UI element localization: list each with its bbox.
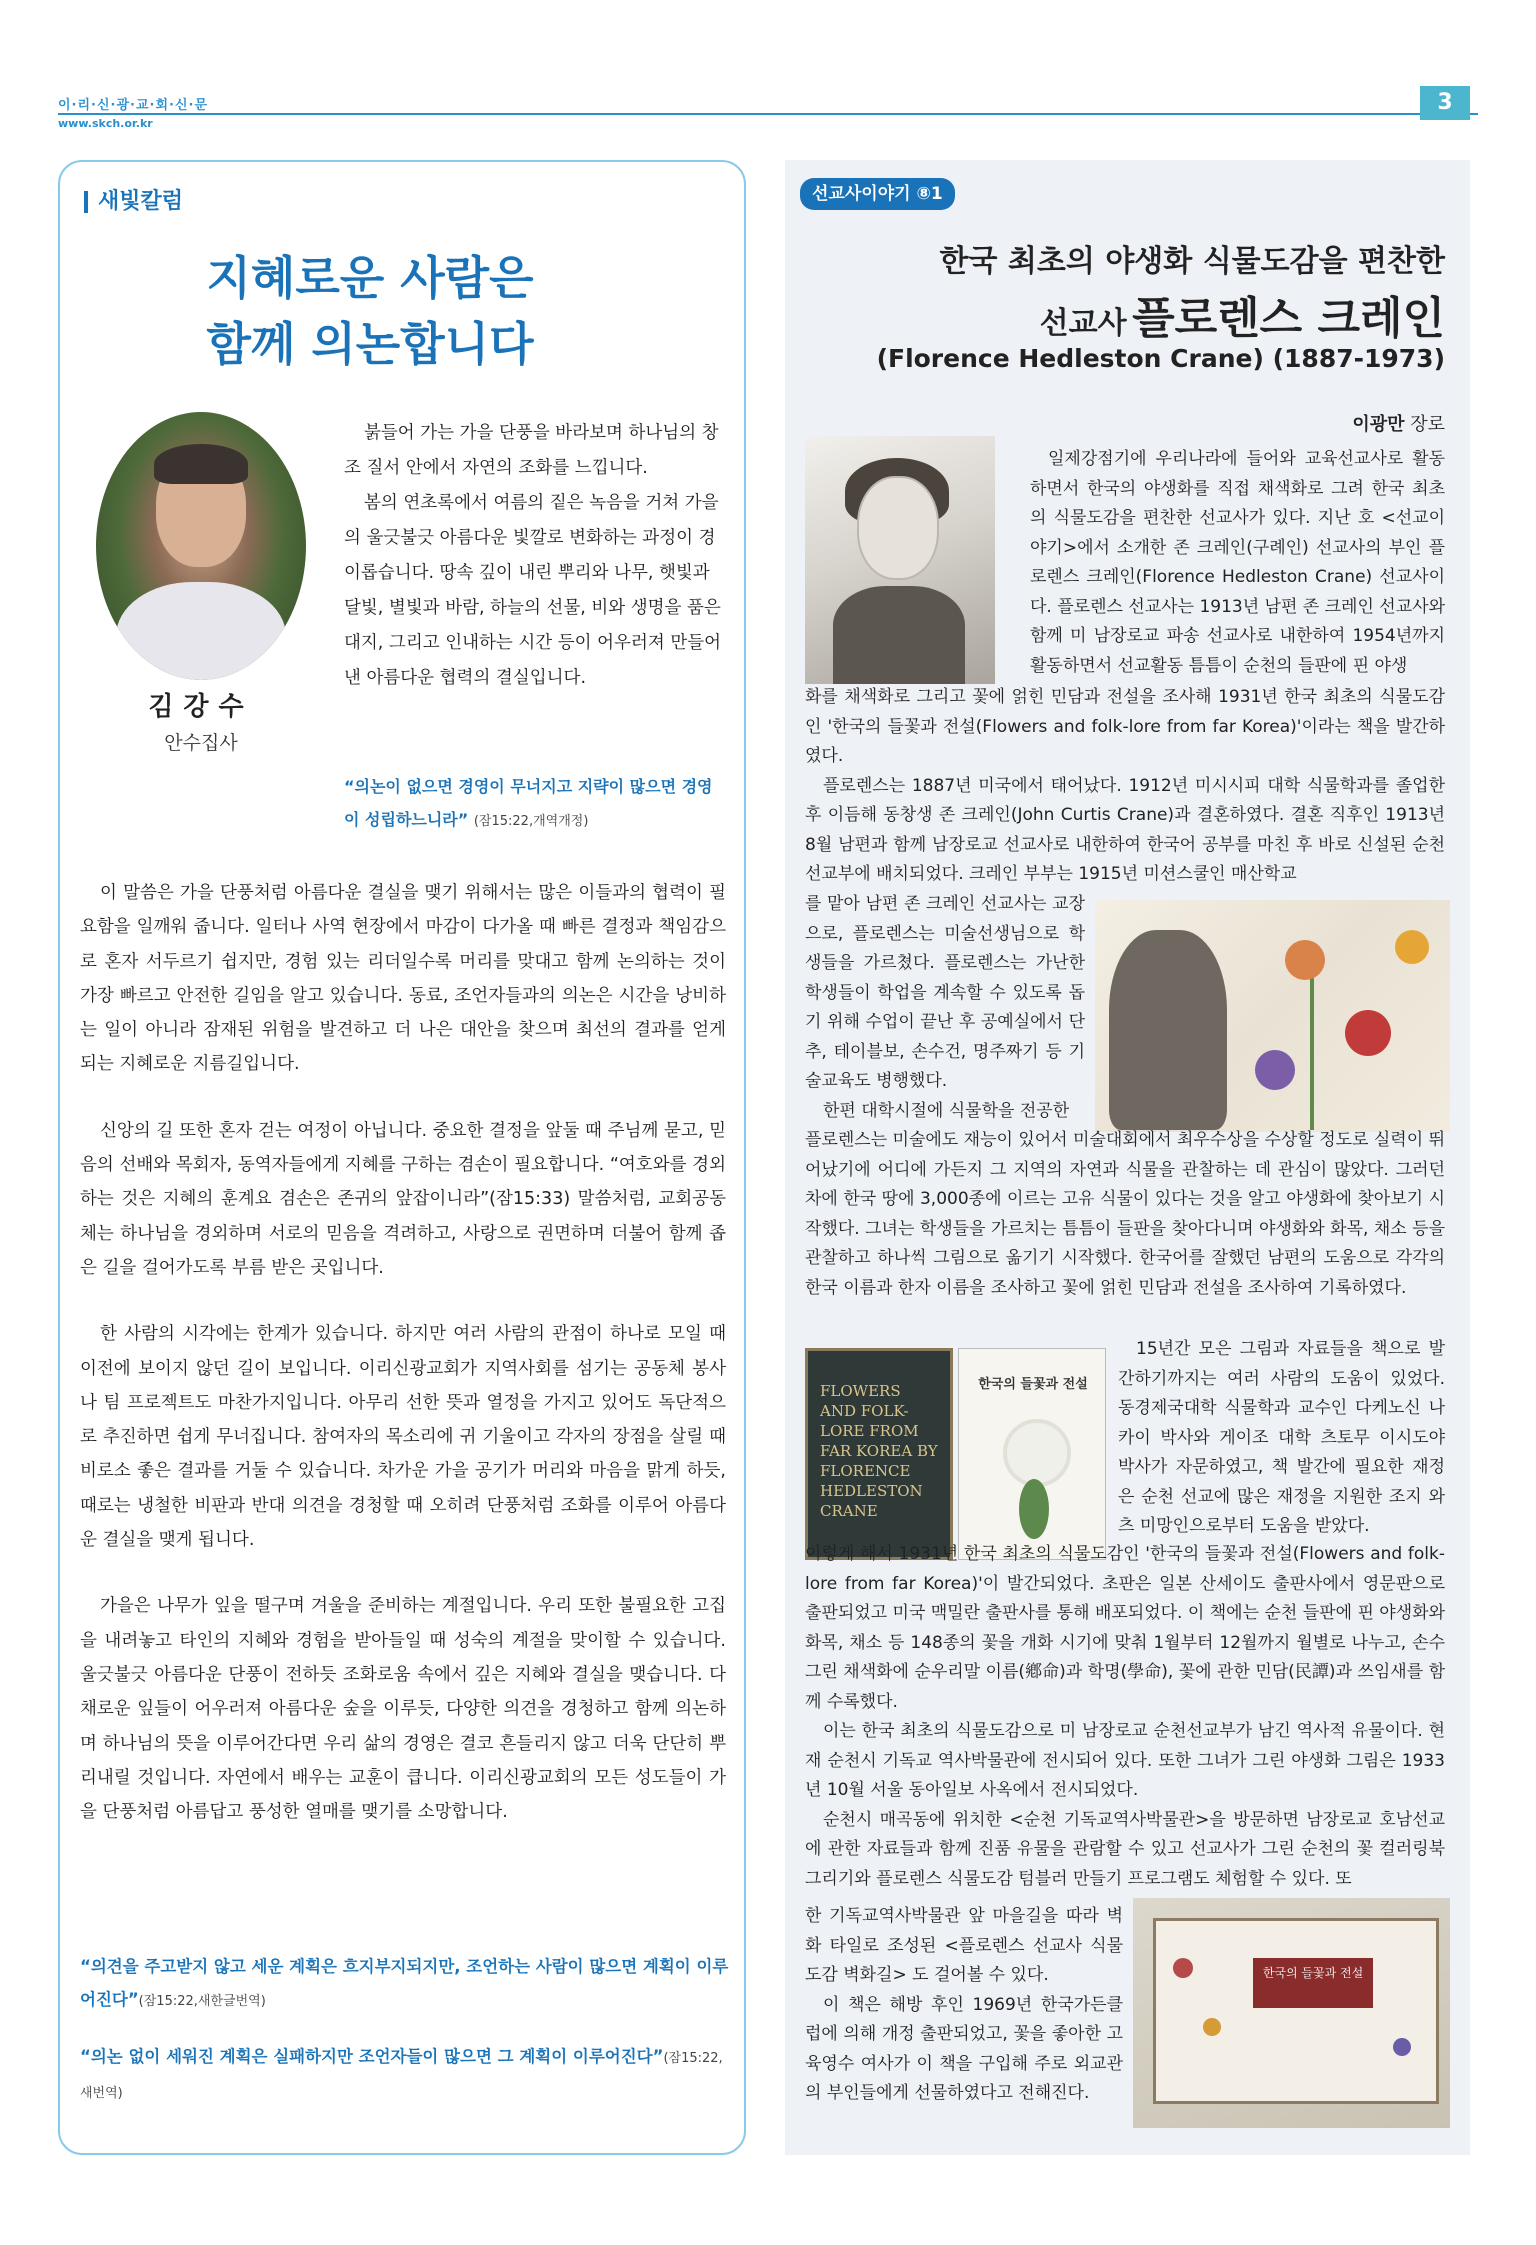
- book-cover-reprint-image: [958, 1348, 1106, 1560]
- closing-quote-ref: (잠15:22,새한글번역): [138, 1994, 266, 2009]
- article-subtitle: (Florence Hedleston Crane) (1887-1973): [876, 344, 1445, 373]
- column-label: [84, 184, 183, 215]
- author-name: 김강수: [148, 692, 254, 722]
- column-title: [160, 245, 580, 377]
- label-bar: [84, 191, 88, 213]
- article-paragraph: 플로렌스는 미술에도 재능이 있어서 미술대회에서 최우수상을 수상할 정도로 실력이 뛰어났기에 어디에 가든지 그 지역의 자연과 식물을 관찰하는 데 관심이 많았다. 그러던 차에 한국 땅에 3,000종에 이르는 고유 식물이 있다는 것을 알고 야생화에 찾아보기 시작했다. 그녀는 학생들을 가르치는 틈틈이 들판을 찾아다니며 야생화와 화목, 채소 등을 관찰하고 하나씩 그림으로 옮기기 시작했다. 한국어를 잘했던 남편의 도움으로 각각의 한국 이름과 한자 이름을 조사하고 꽃에 얽힌 민담과 전설을 조사하여 기록하였다.: [805, 1130, 1445, 1298]
- body-paragraph: 이 말씀은 가을 단풍처럼 아름다운 결실을 맺기 위해서는 많은 이들과의 협력이 필요함을 일깨워 줍니다. 일터나 사역 현장에서 마감이 다가올 때 빠른 결정과 책임감으로 혼자 서두르기 쉽지만, 경험 있는 리더일수록 머리를 맞대고 함께 논의하는 것이 가장 빠르고 안전한 길임을 알고 있습니다. 동료, 조언자들과의 의논은 시간을 낭비하는 일이 아니라 잠재된 위험을 발견하고 더 나은 대안을 찾으며 최선의 결과를 얻게 되는 지혜로운 지름길입니다.: [80, 883, 726, 1075]
- article-byline: [800, 410, 1445, 436]
- article-text: [1030, 445, 1445, 681]
- book-cover-title: FLOWERS AND FOLK-LORE FROM FAR KOREA BY FLORENCE HEDLESTON CRANE: [820, 1382, 938, 1520]
- article-paragraph: 화를 채색화로 그리고 꽃에 얽힌 민담과 전설을 조사해 1931년 한국 최초의 식물도감인 '한국의 들꽃과 전설(Flowers and folk-lore from far Korea)'이라는 책을 발간하였다.: [805, 687, 1445, 766]
- closing-quote: [80, 2040, 730, 2110]
- byline-role: 장로: [1410, 414, 1445, 435]
- book-cover-title: 한국의 들꽃과 전설: [978, 1377, 1088, 1392]
- missionary-portrait-image: [805, 436, 995, 684]
- body-paragraph: 가을은 나무가 잎을 떨구며 겨울을 준비하는 계절입니다. 우리 또한 불필요한 고집을 내려놓고 타인의 지혜와 경험을 받아들일 때 성숙의 계절을 맞이할 수 있습니다. 울긋불긋 아름다운 단풍이 전하듯 조화로움 속에서 깊은 지혜와 결실을 맺습니다. 다채로운 잎들이 어우러져 아름다운 숲을 이루듯, 다양한 의견을 경청하고 함께 의논하며 하나님의 뜻을 이루어간다면 우리 삶의 경영은 결코 흔들리지 않고 더욱 단단히 뿌리내릴 것입니다. 자연에서 배우는 교훈이 큽니다. 이리신광교회의 모든 성도들이 가을 단풍처럼 아름답고 풍성한 열매를 맺기를 소망합니다.: [80, 1596, 726, 1823]
- intro-paragraph: 봄의 연초록에서 여름의 짙은 녹음을 거쳐 가을의 울긋불긋 아름다운 빛깔로 변화하는 과정이 경이롭습니다. 땅속 깊이 내린 뿌리와 나무, 햇빛과 달빛, 별빛과 바람, 하늘의 선물, 비와 생명을 품은 대지, 그리고 인내하는 시간 등이 어우러져 만들어낸 아름다운 협력의 결실입니다.: [344, 493, 722, 688]
- closing-quote-text: “의논 없이 세워진 계획은 실패하지만 조언자들이 많으면 그 계획이 이루어진다”: [80, 2047, 664, 2066]
- body-paragraph: 신앙의 길 또한 혼자 걷는 여정이 아닙니다. 중요한 결정을 앞둘 때 주님께 묻고, 믿음의 선배와 목회자, 동역자들에게 지혜를 구하는 겸손이 필요합니다. “여호와를 경외하는 것은 지혜의 훈계요 겸손은 존귀의 앞잡이니라”(잠15:33) 말씀처럼, 교회공동체는 하나님을 경외하며 서로의 믿음을 격려하고, 사랑으로 권면하며 더불어 함께 좁은 길을 걸어가도록 부름 받은 곳입니다.: [80, 1120, 726, 1278]
- column-title-line2: 함께 의논합니다: [206, 317, 534, 371]
- mural-street-image: [1133, 1898, 1450, 2128]
- book-cover-original-image: [805, 1348, 953, 1560]
- scripture-quote: [344, 770, 724, 838]
- body-paragraph: 한 사람의 시각에는 한계가 있습니다. 하지만 여러 사람의 관점이 하나로 모일 때 이전에 보이지 않던 길이 보입니다. 이리신광교회가 지역사회를 섬기는 공동체 봉사나 팀 프로젝트도 마찬가지입니다. 아무리 선한 뜻과 열정을 가지고 있어도 독단적으로 추진하면 쉽게 무너집니다. 참여자의 목소리에 귀 기울이고 각자의 장점을 살릴 때 비로소 좋은 결과를 거둘 수 있습니다. 차가운 가을 공기가 머리와 마음을 맑게 하듯, 때로는 냉철한 비판과 반대 의견을 경청할 때 오히려 단풍처럼 조화를 이루어 아름다운 결실을 맺게 됩니다.: [80, 1324, 726, 1551]
- scripture-text: “의논이 없으면 경영이 무너지고 지략이 많으면 경영이 성립하느니라”: [344, 777, 713, 829]
- closing-quote-text: “의견을 주고받지 않고 세운 계획은 흐지부지되지만, 조언하는 사람이 많으면 계획이 이루어진다”: [80, 1957, 729, 2009]
- header-rule: [58, 113, 1478, 115]
- article-text: [1118, 1335, 1445, 1542]
- mural-sign: 한국의 들꽃과 전설: [1253, 1958, 1373, 2008]
- closing-quotes: [80, 1950, 730, 2132]
- article-paragraph: 이 책은 해방 후인 1969년 한국가든클럽에 의해 개정 출판되었고, 꽃을 좋아한 고 육영수 여사가 이 책을 구입해 주로 외교관의 부인들에게 선물하였다고 전해진다.: [805, 1994, 1123, 2103]
- article-paragraph: 일제강점기에 우리나라에 들어와 교육선교사로 활동하면서 한국의 야생화를 직접 채색화로 그려 한국 최초의 식물도감을 편찬한 선교사가 있다. 지난 호 <선교이야기>에서 소개한 존 크레인(구례인) 선교사의 부인 플로렌스 크레인(Florence Hedleston Crane) 선교사이다. 플로렌스 선교사는 1913년 남편 존 크레인 선교사와 함께 미 남장로교 파송 선교사로 내한하여 1954년까지 활동하면서 선교활동 틈틈이 순천의 들판에 핀 야생: [1030, 449, 1445, 676]
- page-number: 3: [1420, 86, 1470, 120]
- article-paragraph: 순천시 매곡동에 위치한 <순천 기독교역사박물관>을 방문하면 남장로교 호남선교에 관한 자료들과 함께 진품 유물을 관람할 수 있고 선교사가 그린 순천의 꽃 컬러링북 그리기와 플로렌스 식물도감 텀블러 만들기 프로그램도 체험할 수 있다. 또: [805, 1809, 1445, 1889]
- column-body: [80, 876, 726, 1861]
- title-name: 플로렌스 크레인: [1132, 293, 1445, 344]
- article-text: [805, 1540, 1445, 1894]
- newspaper-name: 이·리·신·광·교·회·신·문: [58, 98, 209, 113]
- article-paragraph: 이렇게 해서 1931년 한국 최초의 식물도감인 '한국의 들꽃과 전설(Flowers and folk-lore from far Korea)'이 발간되었다. 초판은 일본 산세이도 출판사에서 영문판으로 출판되었고 미국 맥밀란 출판사를 통해 배포되었다. 이 책에는 순천 들판에 핀 야생화와 화목, 채소 등 148종의 꽃을 개화 시기에 맞춰 1월부터 12월까지 월별로 나누고, 손수 그린 채색화에 순우리말 이름(鄕命)과 학명(學命), 꽃에 관한 민담(民譚)과 쓰임새를 함께 수록했다.: [805, 1544, 1445, 1712]
- article-text: [805, 1126, 1445, 1303]
- closing-quote-ref: (잠15:22,새번역): [80, 2051, 723, 2101]
- article-text: [805, 683, 1445, 890]
- flower-painting-image: [1095, 900, 1450, 1132]
- scripture-ref: (잠15:22,개역개정): [473, 814, 589, 829]
- intro-text: [344, 416, 724, 696]
- article-title-line1: 한국 최초의 야생화 식물도감을 편찬한: [939, 244, 1445, 279]
- article-paragraph: 15년간 모은 그림과 자료들을 책으로 발간하기까지는 여러 사람의 도움이 있었다. 동경제국대학 식물학과 교수인 다케노신 나카이 박사와 게이조 대학 츠토무 이시도야 박사가 자문하였고, 책 발간에 필요한 재정은 순천 선교에 많은 재정을 지원한 조지 와츠 미망인으로부터 도움을 받았다.: [1118, 1339, 1445, 1536]
- author-role: 안수집사: [164, 732, 238, 754]
- article-paragraph: 를 맡아 남편 존 크레인 선교사는 교장으로, 플로렌스는 미술선생님으로 학생들을 가르쳤다. 플로렌스는 가난한 학생들이 학업을 계속할 수 있도록 돕기 위해 수업이 끝난 후 공예실에서 단추, 테이블보, 손수건, 명주짜기 등 기술교육도 병행했다.: [805, 894, 1085, 1091]
- byline-name: 이광만: [1352, 414, 1405, 435]
- closing-quote: [80, 1950, 730, 2018]
- author-photo: [96, 412, 306, 680]
- column-label-text: 새빛칼럼: [98, 189, 184, 214]
- article-text: [805, 1902, 1123, 2109]
- article-text: [805, 890, 1085, 1126]
- title-prefix: 선교사: [1039, 306, 1127, 341]
- website-url[interactable]: www.skch.or.kr: [58, 117, 153, 130]
- column-title-line1: 지혜로운 사람은: [206, 251, 534, 305]
- article-title-line2: [800, 282, 1445, 346]
- article-paragraph: 이는 한국 최초의 식물도감으로 미 남장로교 순천선교부가 남긴 역사적 유물이다. 현재 순천시 기독교 역사박물관에 전시되어 있다. 또한 그녀가 그린 야생화 그림은 1933년 10월 서울 동아일보 사옥에서 전시되었다.: [805, 1721, 1445, 1800]
- article-paragraph: 플로렌스는 1887년 미국에서 태어났다. 1912년 미시시피 대학 식물학과를 졸업한 후 이듬해 동창생 존 크레인(John Curtis Crane)과 결혼하였다. 결혼 직후인 1913년 8월 남편과 함께 남장로교 선교사로 내한하여 한국어 공부를 마친 후 바로 신설된 순천 선교부에 배치되었다. 크레인 부부는 1915년 미션스쿨인 매산학교: [805, 775, 1445, 884]
- article-paragraph: 한 기독교역사박물관 앞 마을길을 따라 벽화 타일로 조성된 <플로렌스 선교사 식물도감 벽화길> 도 걸어볼 수 있다.: [805, 1906, 1123, 1985]
- intro-paragraph: 붉들어 가는 가을 단풍을 바라보며 하나님의 창조 질서 안에서 자연의 조화를 느낍니다.: [344, 423, 719, 478]
- article-paragraph: 한편 대학시절에 식물학을 전공한: [823, 1100, 1070, 1121]
- series-badge: 선교사이야기 ⑧1: [800, 178, 955, 210]
